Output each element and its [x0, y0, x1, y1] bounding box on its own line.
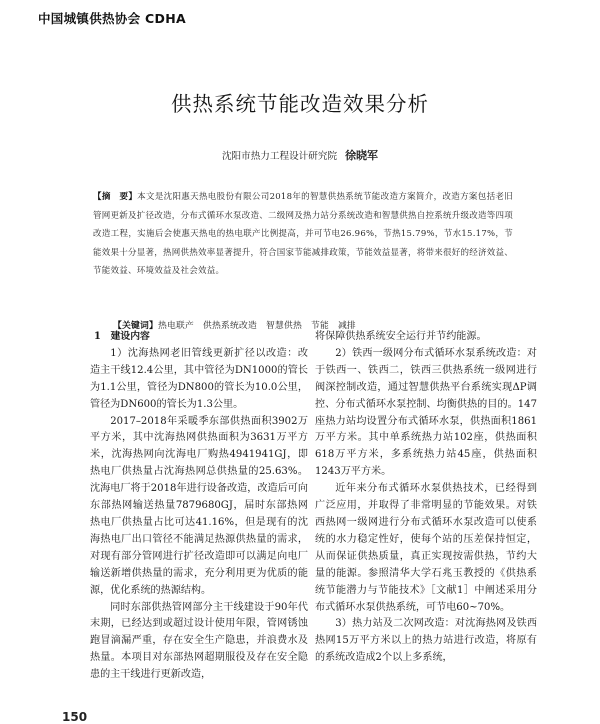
abstract-label: 【摘 要】 [93, 192, 138, 202]
paragraph: 2）铁西一级网分布式循环水泵系统改造：对于铁西一、铁西二，铁西三供热系统一级网进行阀深控制改造，通过智慧供热平台系统实现ΔP调控、分布式循环水泵控制、均衡供热的目的。147座热力站均设置分布式循环水泵，供热面积1861万平方米。其中单系统热力站102座，供热面积618万平方米，多系统热力站45座，供热面积1243万平方米。 [315, 347, 537, 478]
paragraph: 3）热力站及二次网改造：对沈海热网及铁西热网15万平方米以上的热力站进行改造，将原有的系统改造成2个以上多系统， [315, 618, 537, 664]
journal-header: 中国城镇供热协会 CDHA [38, 11, 186, 26]
keywords-label: 【关键词】 [113, 321, 158, 331]
affiliation: 沈阳市热力工程设计研究院 [221, 151, 338, 162]
paragraph: 1）沈海热网老旧管线更新扩径以改造：改造主干线12.4公里，其中管径为DN1000的管长为1.1公里，管径为DN800的管长为10.0公里，管径为DN600的管长为1.3公里。 [90, 347, 308, 410]
paragraph: 近年来分布式循环水泵供热技术，已经得到广泛应用，并取得了非常明显的节能效果。对铁西热网一级网进行分布式循环水泵改造可以使系统的水力稳定性好，使每个站的压差保持恒定，从而保证供热质量，真正实现按需供热，节约大量的能源。参照清华大学石兆玉教授的《供热系统节能潜力与节能技术》［文献1］中阐述采用分布式循环水泵供热系统，可节电60~70%。 [315, 483, 537, 613]
left-column [90, 329, 308, 684]
author-line [0, 147, 600, 163]
author-name: 徐晓军 [345, 149, 379, 162]
keywords-text: 热电联产 供热系统改造 智慧供热 节能 减排 [158, 321, 356, 331]
abstract-block [93, 188, 513, 281]
paragraph: 将保障供热系统安全运行并节约能源。 [315, 331, 487, 342]
paragraph: 同时东部供热管网部分主干线建设于90年代末期，已经达到或超过设计使用年限，管网锈蚀跑冒滴漏严重，存在安全生产隐患，并浪费水及热量。本项目对东部热网超期服役及存在安全隐患的主干线进行更新改造， [90, 601, 308, 681]
paragraph: 2017–2018年采暖季东部供热面积3902万平方米，其中沈海热网供热面积为3631万平方米，沈海热网向沈海电厂购热4941941GJ，即热电厂供热量占沈海热网总供热量的25.63%。沈海电厂将于2018年进行设备改造，改造后可向东部热网输送热量7879680GJ，届时东部热网热电厂供热量占比可达41.16%，但是现有的沈海热电厂出口管径不能满足热源供热量的需求，对现有部分管网进行扩径改造即可以满足向电厂输送新增供热量的需求，充分利用更为优质的能源，优化系统的热源结构。 [90, 415, 308, 596]
page-number: 150 [62, 710, 88, 724]
abstract-text: 本文是沈阳惠天热电股份有限公司2018年的智慧供热系统节能改造方案简介，改造方案包括老旧管网更新及扩径改造，分布式循环水泵改造、二级网及热力站分系统改造和智慧供热自控系统升级改造等四项改造工程，实施后会使惠天热电的热电联产比例提高，并可节电26.96%，节热15.79%，节水15.17%，节能效果十分显著，热网供热效率显著提升，符合国家节能减排政策，节能效益显著，将带来很好的经济效益、节能效益、环境效益及社会效益。 [93, 192, 514, 277]
right-column [315, 329, 537, 667]
article-title: 供热系统节能改造效果分析 [171, 92, 429, 116]
section-heading: 1 建设内容 [94, 331, 150, 342]
